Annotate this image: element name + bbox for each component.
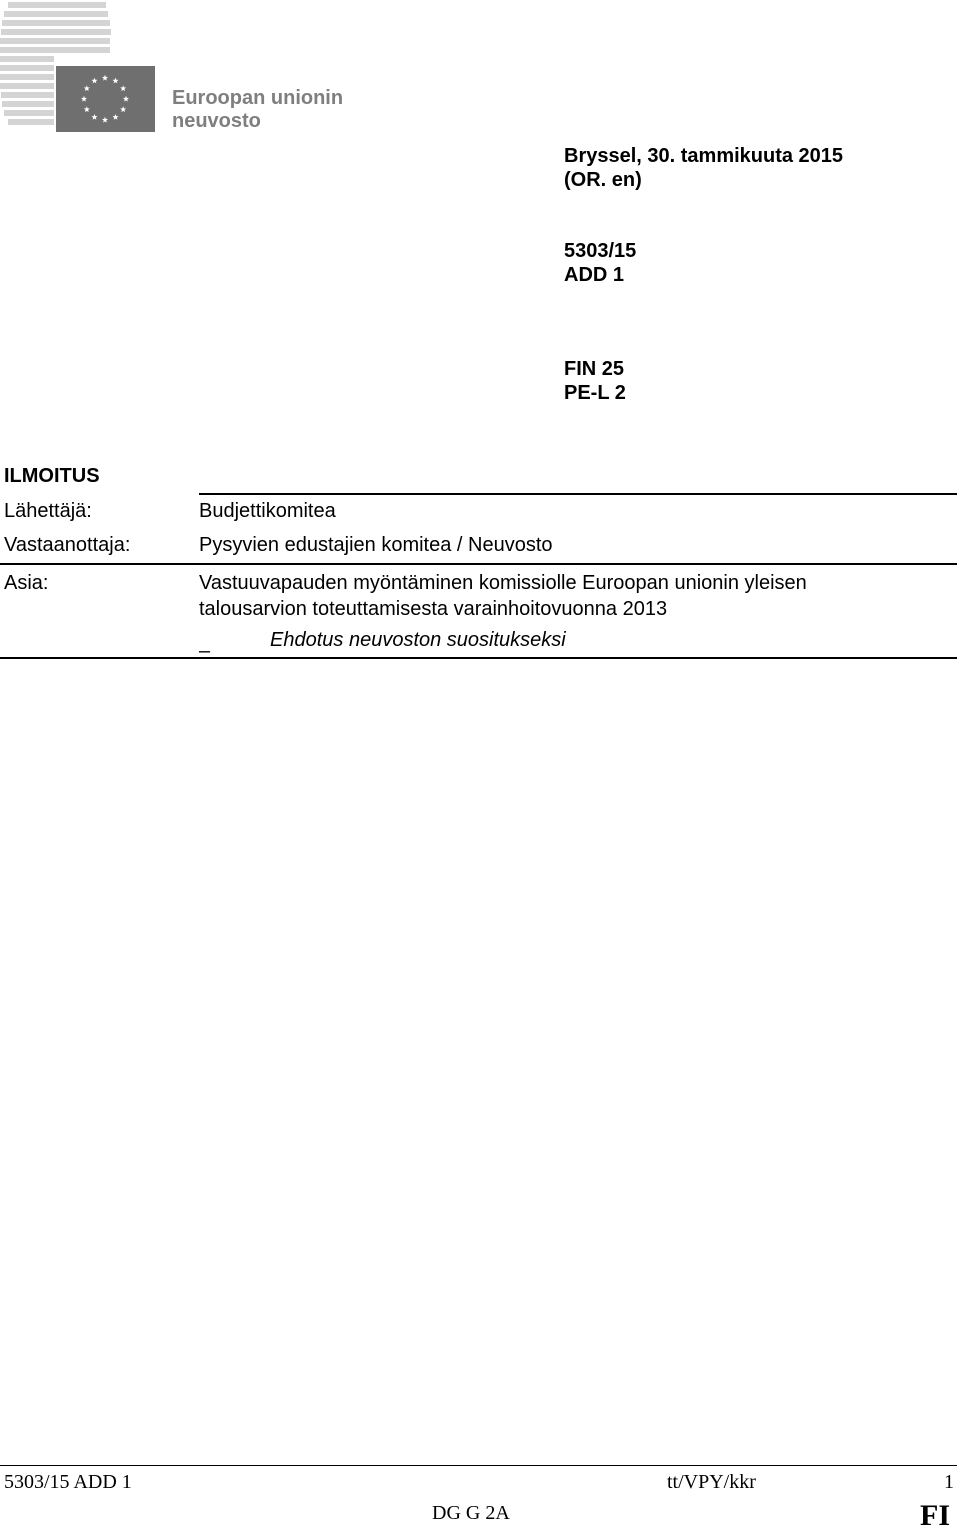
codes-block (564, 357, 626, 405)
code-pel: PE-L 2 (564, 382, 626, 404)
place-date-block (564, 144, 843, 192)
footer-rule (0, 1465, 957, 1466)
doc-number-block (564, 239, 636, 287)
org-name (172, 87, 343, 133)
place-date: Bryssel, 30. tammikuuta 2015 (564, 145, 844, 167)
doc-number: 5303/15 (564, 240, 637, 262)
footer-doc-ref: 5303/15 ADD 1 (4, 1471, 132, 1493)
footer-page-number: 1 (944, 1471, 954, 1493)
subject-label: Asia: (4, 572, 49, 594)
original-language: (OR. en) (564, 169, 642, 191)
org-name-line1: Euroopan unionin (172, 87, 344, 109)
recipient-value: Pysyvien edustajien komitea / Neuvosto (199, 534, 553, 556)
row-sender (0, 493, 957, 527)
subject-line2: talousarvion toteuttamisesta varainhoitovuonna 2013 (199, 598, 668, 620)
proposal-text: Ehdotus neuvoston suositukseksi (270, 629, 566, 651)
proposal-dash: – (199, 640, 211, 662)
org-name-line2: neuvosto (172, 110, 261, 132)
eu-council-logo-icon (0, 0, 160, 140)
sender-value: Budjettikomitea (199, 500, 336, 522)
recipient-label: Vastaanottaja: (4, 534, 131, 556)
sender-label: Lähettäjä: (4, 500, 92, 522)
subject-value (199, 570, 957, 622)
subject-line1: Vastuuvapauden myöntäminen komissiolle Euroopan unionin yleisen (199, 572, 807, 594)
footer-language: FI (920, 1499, 950, 1532)
row-recipient (0, 527, 957, 565)
code-fin: FIN 25 (564, 358, 625, 380)
notice-title: ILMOITUS (4, 465, 100, 487)
footer-initials: tt/VPY/kkr (667, 1471, 756, 1493)
footer-dg: DG G 2A (432, 1502, 510, 1524)
addendum: ADD 1 (564, 264, 625, 286)
divider (0, 657, 957, 659)
